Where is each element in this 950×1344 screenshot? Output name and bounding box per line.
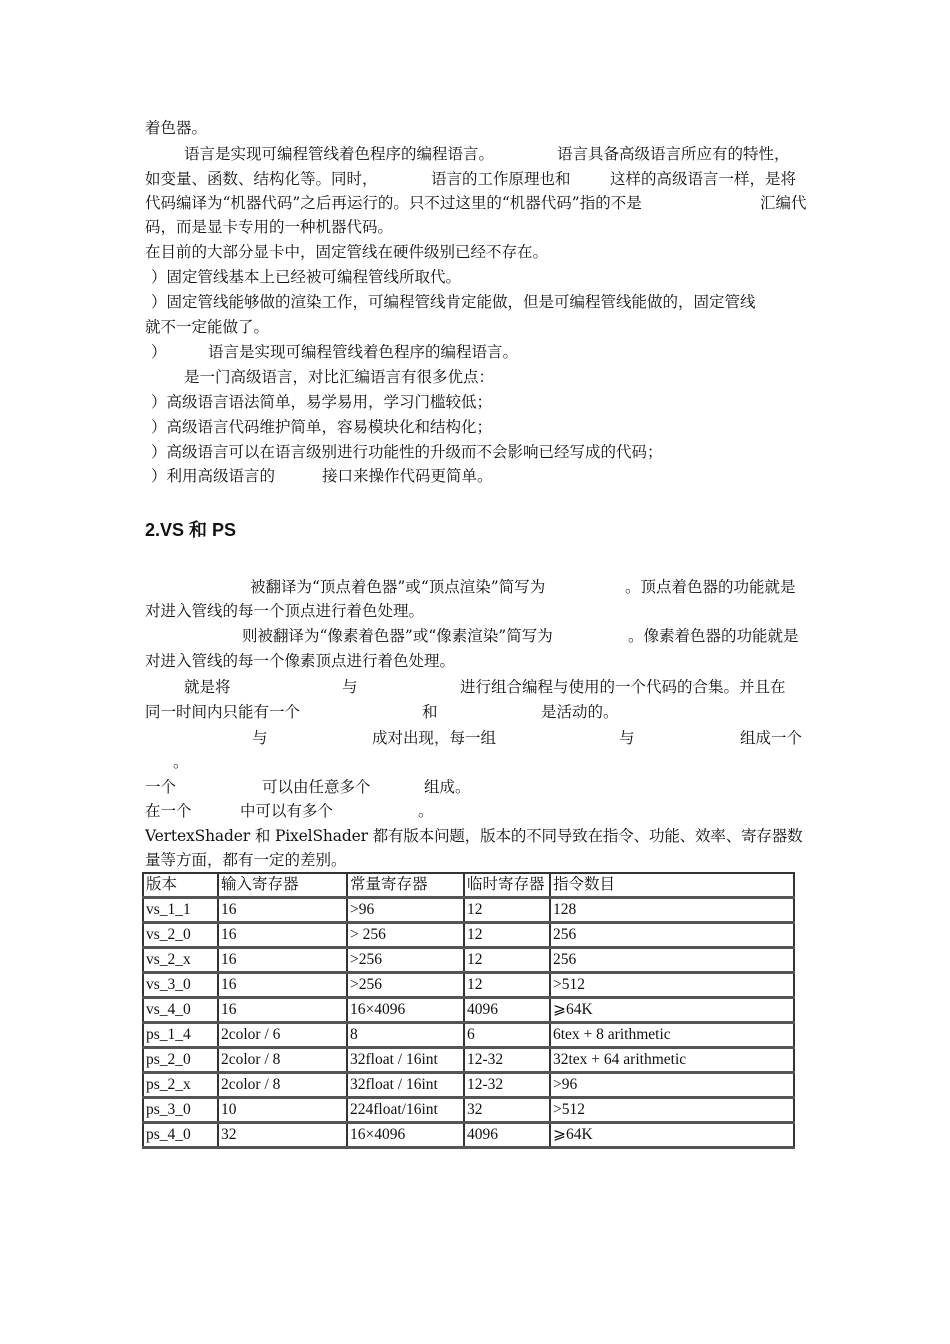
text-line: 中可以有多个 — [240, 802, 334, 820]
table-cell: 32 — [218, 1123, 347, 1148]
table-header-cell: 常量寄存器 — [347, 873, 464, 898]
text-line: 与 — [252, 729, 268, 747]
table-cell: ps_4_0 — [143, 1123, 218, 1148]
table-cell: 16 — [218, 973, 347, 998]
text-line: 同一时间内只能有一个 — [145, 703, 301, 721]
table-cell: 32tex + 64 arithmetic — [550, 1048, 794, 1073]
table-row — [143, 973, 794, 998]
list-item-marker: ） — [151, 343, 167, 361]
text-line: 被翻译为“顶点着色器”或“顶点渲染”简写为 — [250, 578, 546, 596]
table-cell: vs_4_0 — [143, 998, 218, 1023]
text-line: 是活动的。 — [541, 703, 619, 721]
text-line: 接口来操作代码更简单。 — [322, 467, 493, 485]
table-row — [143, 898, 794, 923]
table-cell: 12 — [464, 923, 550, 948]
table-cell: 10 — [218, 1098, 347, 1123]
section-heading: 2.VS 和 PS — [145, 520, 237, 540]
table-row — [143, 1123, 794, 1148]
text-line: 就是将 — [184, 678, 231, 696]
text-line: 是一门高级语言，对比汇编语言有很多优点： — [184, 368, 495, 386]
table-cell: 256 — [550, 948, 794, 973]
table-cell: 16 — [218, 948, 347, 973]
table-cell: 16 — [218, 898, 347, 923]
table-cell: 2color / 8 — [218, 1048, 347, 1073]
text-line: 。 — [173, 753, 189, 771]
text-line: 。顶点着色器的功能就是 — [625, 578, 796, 596]
text-line: 对进入管线的每一个顶点进行着色处理。 — [145, 602, 425, 620]
list-item: ）利用高级语言的 — [151, 467, 276, 485]
table-row — [143, 1098, 794, 1123]
table-cell: 128 — [550, 898, 794, 923]
table-cell: ps_2_0 — [143, 1048, 218, 1073]
list-item: 语言是实现可编程管线着色程序的编程语言。 — [208, 343, 519, 361]
table-cell: vs_2_x — [143, 948, 218, 973]
table-cell: vs_2_0 — [143, 923, 218, 948]
table-cell: 16 — [218, 923, 347, 948]
text-line: 在一个 — [145, 802, 192, 820]
table-cell: >96 — [550, 1073, 794, 1098]
text-line: 与 — [342, 678, 358, 696]
text-line: 汇编代 — [760, 194, 807, 212]
table-cell: 16 — [218, 998, 347, 1023]
table-cell: >512 — [550, 973, 794, 998]
table-cell: >96 — [347, 898, 464, 923]
text-line: 如变量、函数、结构化等。同时， — [145, 170, 378, 188]
text-line: 和 — [422, 703, 438, 721]
text-line: 成对出现，每一组 — [372, 729, 497, 747]
table-cell: 6 — [464, 1023, 550, 1048]
table-header-cell: 输入寄存器 — [218, 873, 347, 898]
table-header-cell: 指令数目 — [550, 873, 794, 898]
table-header-cell: 版本 — [143, 873, 218, 898]
table-cell: vs_3_0 — [143, 973, 218, 998]
text-line: 组成一个 — [740, 729, 803, 747]
shader-version-table — [142, 872, 795, 1149]
text-line: 进行组合编程与使用的一个代码的合集。并且在 — [460, 678, 786, 696]
table-cell: 16×4096 — [347, 998, 464, 1023]
text-line: 在目前的大部分显卡中，固定管线在硬件级别已经不存在。 — [145, 243, 549, 261]
text-line: 语言的工作原理也和 — [431, 170, 571, 188]
table-cell: 12-32 — [464, 1048, 550, 1073]
table-cell: 12-32 — [464, 1073, 550, 1098]
table-cell: 32 — [464, 1098, 550, 1123]
table-cell: 2color / 8 — [218, 1073, 347, 1098]
table-row — [143, 998, 794, 1023]
table-cell: 224float/16int — [347, 1098, 464, 1123]
table-cell: vs_1_1 — [143, 898, 218, 923]
table-cell: 4096 — [464, 998, 550, 1023]
text-line: 。像素着色器的功能就是 — [628, 627, 799, 645]
table-cell: ps_1_4 — [143, 1023, 218, 1048]
list-item: ）高级语言代码维护简单，容易模块化和结构化； — [151, 418, 493, 436]
table-cell: ps_3_0 — [143, 1098, 218, 1123]
text-line: 代码编译为“机器代码”之后再运行的。只不过这里的“机器代码”指的不是 — [145, 194, 642, 212]
table-cell: 4096 — [464, 1123, 550, 1148]
table-cell: 16×4096 — [347, 1123, 464, 1148]
table-cell: 12 — [464, 973, 550, 998]
text-line: 则被翻译为“像素着色器”或“像素渲染”简写为 — [242, 627, 553, 645]
table-cell: >256 — [347, 948, 464, 973]
text-line: 量等方面，都有一定的差别。 — [145, 851, 347, 869]
text-line: 语言具备高级语言所应有的特性， — [557, 145, 790, 163]
table-cell: > 256 — [347, 923, 464, 948]
table-row — [143, 1073, 794, 1098]
table-header-row — [143, 873, 794, 898]
table-cell: ps_2_x — [143, 1073, 218, 1098]
text-line: 与 — [619, 729, 635, 747]
text-line: 码，而是显卡专用的一种机器代码。 — [145, 218, 394, 236]
text-line: 组成。 — [424, 778, 471, 796]
text-line: 对进入管线的每一个像素顶点进行着色处理。 — [145, 652, 456, 670]
text-line: 可以由任意多个 — [262, 778, 371, 796]
table-cell: >256 — [347, 973, 464, 998]
table-cell: ⩾64K — [550, 998, 794, 1023]
table-cell: 2color / 6 — [218, 1023, 347, 1048]
table-cell: 6tex + 8 arithmetic — [550, 1023, 794, 1048]
text-line: 语言是实现可编程管线着色程序的编程语言。 — [184, 145, 495, 163]
list-item: ）固定管线基本上已经被可编程管线所取代。 — [151, 268, 462, 286]
table-cell: 32float / 16int — [347, 1073, 464, 1098]
table-cell: >512 — [550, 1098, 794, 1123]
table-row — [143, 923, 794, 948]
table-row — [143, 1048, 794, 1073]
text-line: VertexShader 和 PixelShader 都有版本问题，版本的不同导致在指令、功能、效率、寄存器数 — [145, 827, 803, 845]
list-item: ）高级语言可以在语言级别进行功能性的升级而不会影响已经写成的代码； — [151, 443, 663, 461]
text-line: 就不一定能做了。 — [145, 318, 270, 336]
text-line: 着色器。 — [145, 119, 208, 137]
table-cell: 32float / 16int — [347, 1048, 464, 1073]
text-line: 这样的高级语言一样，是将 — [610, 170, 797, 188]
table-row — [143, 1023, 794, 1048]
list-item: ）固定管线能够做的渲染工作，可编程管线肯定能做，但是可编程管线能做的，固定管线 — [151, 293, 756, 311]
table-row — [143, 948, 794, 973]
text-line: 。 — [418, 802, 434, 820]
table-cell: 12 — [464, 898, 550, 923]
text-line: 一个 — [145, 778, 177, 796]
table-cell: 256 — [550, 923, 794, 948]
table-cell: 8 — [347, 1023, 464, 1048]
list-item: ）高级语言语法简单，易学易用，学习门槛较低； — [151, 393, 493, 411]
table-header-cell: 临时寄存器 — [464, 873, 550, 898]
table-cell: ⩾64K — [550, 1123, 794, 1148]
table-cell: 12 — [464, 948, 550, 973]
